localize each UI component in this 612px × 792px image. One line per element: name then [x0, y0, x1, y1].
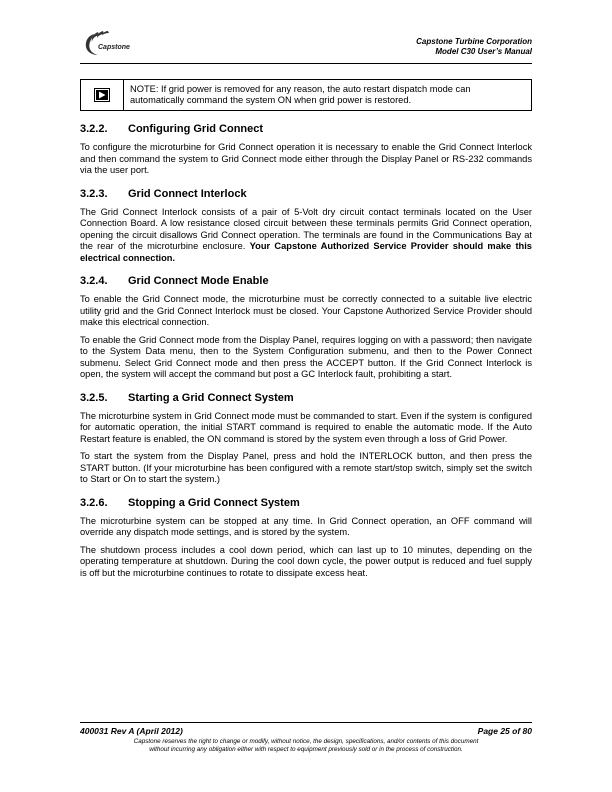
paragraph-text: The Grid Connect Interlock consists of a pair of 5-Volt dry circuit contact terminals located on the User Connection Board. A low resistance closed circuit between these terminals permits Grid Connect operation, opening the circuit disallows Grid Connect operation. The terminals are found in the Communications Bay at the rear of the microturbine enclosure. [80, 206, 532, 251]
header-manual: Model C30 User’s Manual [435, 47, 532, 56]
section-grid-connect-interlock [80, 187, 532, 265]
section-title: Grid Connect Mode Enable [128, 275, 269, 287]
note-icon-cell [81, 80, 124, 110]
header-company: Capstone Turbine Corporation [416, 37, 532, 46]
section-starting-grid-connect [80, 391, 532, 486]
header-titles [416, 37, 532, 57]
section-number: 3.2.5. [80, 391, 108, 404]
paragraph: To enable the Grid Connect mode from the Display Panel, requires logging on with a password; then navigate to the System Data menu, then to the System Configuration submenu, and then to the Power Connect submenu. Select Grid Connect mode and then press the ACCEPT button. If the Grid Connect Interlock is open, the system will accept the command but post a GC Interlock fault, prohibiting a start. [80, 334, 532, 379]
paragraph: The shutdown process includes a cool down period, which can last up to 10 minutes, depending on the operating temperature at shutdown. During the cool down cycle, the power output is reduced and fuel supply is off but the microturbine continues to rotate to dissipate excess heat. [80, 544, 532, 578]
bold-warning-text: Your Capstone Authorized Service Provider should make this electrical connection. [80, 241, 532, 263]
footer-disclaimer-line: without incurring any obligation either with respect to equipment previously sold or in the process of construction. [149, 746, 463, 753]
arrow-right-icon [94, 88, 110, 102]
note-box [80, 79, 532, 111]
paragraph [80, 207, 532, 265]
section-grid-connect-mode-enable [80, 274, 532, 381]
section-number: 3.2.2. [80, 123, 108, 135]
logo-text: Capstone [98, 44, 130, 51]
section-number: 3.2.4. [80, 275, 108, 287]
note-text: NOTE: If grid power is removed for any reason, the auto restart dispatch mode can automatically command the system ON when grid power is restored. [130, 84, 471, 105]
header-divider [80, 63, 532, 64]
capstone-logo [80, 30, 140, 58]
paragraph: To start the system from the Display Panel, press and hold the INTERLOCK button, and then press the START button. (If your microturbine has been configured with a remote start/stop switch, simply set the switch to Start or On to start the system.) [80, 451, 532, 484]
footer-page-number: Page 25 of 80 [477, 726, 532, 736]
section-configuring-grid-connect [80, 122, 532, 177]
main-content [80, 122, 532, 589]
section-number: 3.2.6. [80, 496, 108, 509]
section-title: Configuring Grid Connect [128, 123, 264, 135]
section-title: Starting a Grid Connect System [128, 391, 294, 404]
section-heading [80, 122, 532, 136]
section-number: 3.2.3. [80, 187, 108, 200]
section-heading [80, 496, 532, 510]
footer-doc-id: 400031 Rev A (April 2012) [80, 726, 183, 736]
footer-divider [80, 722, 532, 723]
section-stopping-grid-connect [80, 496, 532, 580]
section-heading [80, 274, 532, 288]
section-heading [80, 391, 532, 405]
footer-disclaimer [80, 738, 532, 754]
section-title: Stopping a Grid Connect System [128, 496, 300, 509]
section-heading [80, 187, 532, 201]
paragraph: The microturbine system can be stopped at any time. In Grid Connect operation, an OFF command will override any dispatch mode settings, and is stored by the system. [80, 515, 532, 537]
paragraph: The microturbine system in Grid Connect mode must be commanded to start. Even if the system is configured for automatic operation, the initial START command is required to enable the automatic mode. If the Auto Restart feature is enabled, the ON command is stored by the system even through a loss of Grid Power. [80, 410, 532, 444]
paragraph: To configure the microturbine for Grid Connect operation it is necessary to enable the Grid Connect Interlock and then command the system to Grid Connect mode either through the Display Panel or RS-232 commands via the user port. [80, 142, 532, 175]
paragraph: To enable the Grid Connect mode, the microturbine must be correctly connected to a suitable live electric utility grid and the Grid Connect Interlock must be closed. Your Capstone Authorized Service Provider should make this electrical connection. [80, 294, 532, 327]
section-title: Grid Connect Interlock [128, 187, 247, 200]
capstone-swirl-icon [80, 30, 140, 58]
footer-disclaimer-line: Capstone reserves the right to change or modify, without notice, the design, specifications, and/or contents of this document [133, 738, 479, 745]
